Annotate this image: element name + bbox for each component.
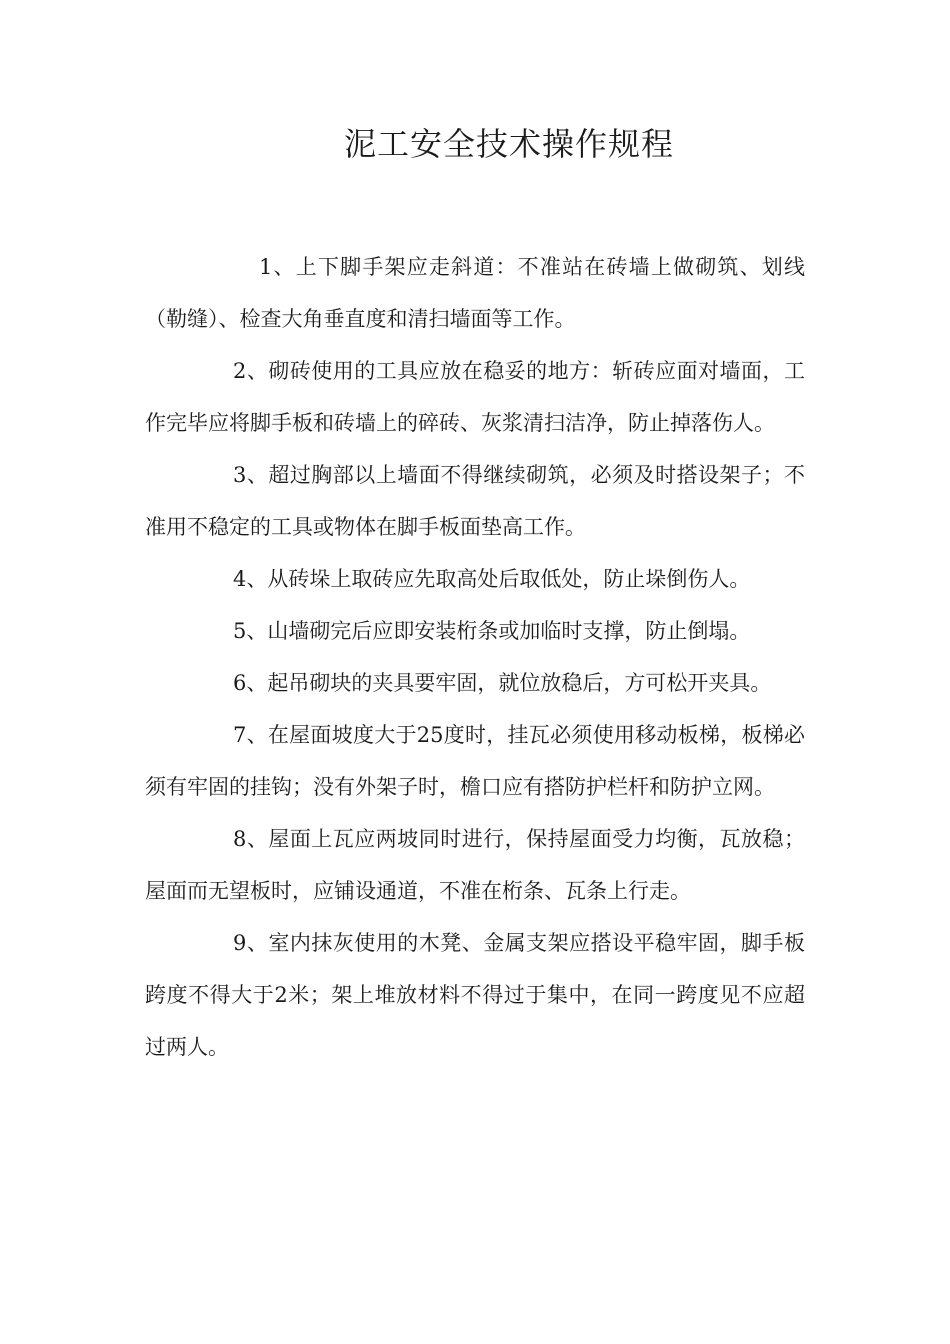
rule-paragraph-1: 1、上下脚手架应走斜道：不准站在砖墙上做砌筑、划线（勒缝）、检查大角垂直度和清扫墙面等工作。 — [145, 255, 805, 331]
rule-paragraph-6: 6、起吊砌块的夹具要牢固，就位放稳后，方可松开夹具。 — [233, 671, 772, 695]
rule-paragraph-8: 8、屋面上瓦应两坡同时进行，保持屋面受力均衡，瓦放稳；屋面而无望板时，应铺设通道，不准在桁条、瓦条上行走。 — [145, 827, 805, 903]
rule-paragraph-2: 2、砌砖使用的工具应放在稳妥的地方：斩砖应面对墙面，工作完毕应将脚手板和砖墙上的碎砖、灰浆清扫洁净，防止掉落伤人。 — [145, 359, 805, 435]
rule-paragraph-4: 4、从砖垛上取砖应先取高处后取低处，防止垛倒伤人。 — [233, 567, 751, 591]
rule-paragraph-9: 9、室内抹灰使用的木凳、金属支架应搭设平稳牢固，脚手板跨度不得大于2米；架上堆放材料不得过于集中，在同一跨度见不应超过两人。 — [145, 931, 805, 1059]
rule-paragraph-7: 7、在屋面坡度大于25度时，挂瓦必须使用移动板梯，板梯必须有牢固的挂钩；没有外架子时，檐口应有搭防护栏杆和防护立网。 — [145, 723, 805, 799]
document-title: 泥工安全技术操作规程 — [343, 125, 674, 163]
rule-paragraph-3: 3、超过胸部以上墙面不得继续砌筑，必须及时搭设架子；不准用不稳定的工具或物体在脚手板面垫高工作。 — [145, 463, 805, 539]
rule-paragraph-5: 5、山墙砌完后应即安装桁条或加临时支撑，防止倒塌。 — [233, 619, 751, 643]
document-body — [145, 241, 805, 1073]
